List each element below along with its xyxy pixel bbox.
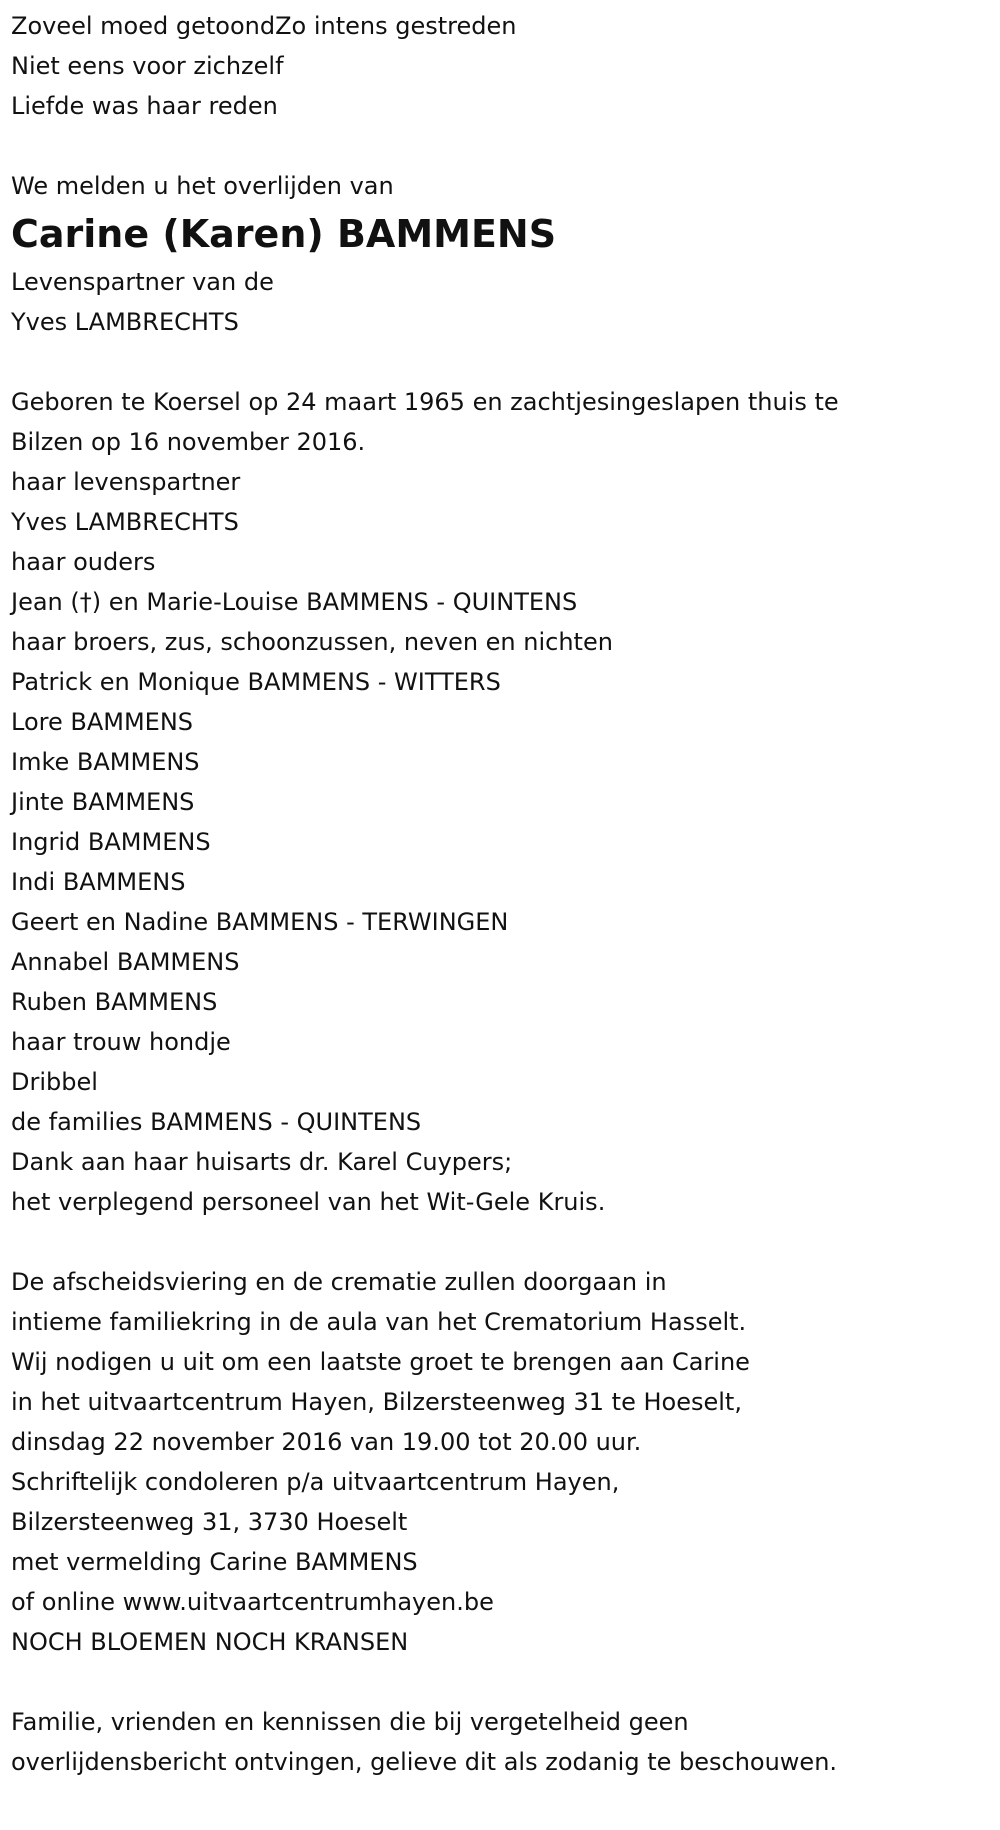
deceased-name: Carine (Karen) BAMMENS: [11, 212, 557, 256]
family-line: Jean (†) en Marie-Louise BAMMENS - QUINTENS: [11, 588, 578, 616]
spacer: [11, 342, 991, 382]
family-line: Annabel BAMMENS: [11, 948, 240, 976]
poem-line: Niet eens voor zichzelf: [11, 52, 284, 80]
poem-line: Liefde was haar reden: [11, 92, 278, 120]
family-line: Indi BAMMENS: [11, 868, 186, 896]
family-line: Lore BAMMENS: [11, 708, 194, 736]
partner-line: Yves LAMBRECHTS: [11, 308, 239, 336]
ceremony-line: dinsdag 22 november 2016 van 19.00 tot 20.00 uur.: [11, 1428, 642, 1456]
ceremony-line: met vermelding Carine BAMMENS: [11, 1548, 418, 1576]
poem-line: Zoveel moed getoondZo intens gestreden: [11, 12, 517, 40]
ceremony-line: of online www.uitvaartcentrumhayen.be: [11, 1588, 494, 1616]
ceremony-line: intieme familiekring in de aula van het Crematorium Hasselt.: [11, 1308, 747, 1336]
closing-line: overlijdensbericht ontvingen, gelieve dit als zodanig te beschouwen.: [11, 1748, 838, 1776]
family-line: Patrick en Monique BAMMENS - WITTERS: [11, 668, 501, 696]
ceremony-line: NOCH BLOEMEN NOCH KRANSEN: [11, 1628, 409, 1656]
family-line: Yves LAMBRECHTS: [11, 508, 239, 536]
ceremony-line: Wij nodigen u uit om een laatste groet te brengen aan Carine: [11, 1348, 750, 1376]
family-line: haar broers, zus, schoonzussen, neven en nichten: [11, 628, 613, 656]
family-line: Imke BAMMENS: [11, 748, 200, 776]
announcement: We melden u het overlijden van: [11, 172, 394, 200]
spacer: [11, 1662, 991, 1702]
family-line: Ruben BAMMENS: [11, 988, 218, 1016]
ceremony-line: in het uitvaartcentrum Hayen, Bilzersteenweg 31 te Hoeselt,: [11, 1388, 742, 1416]
family-line: haar levenspartner: [11, 468, 241, 496]
spacer: [11, 1222, 991, 1262]
partner-section: [11, 262, 991, 342]
family-section: [11, 462, 991, 1222]
poem: [11, 6, 991, 126]
closing-section: [11, 1702, 991, 1782]
family-line: Dank aan haar huisarts dr. Karel Cuypers;: [11, 1148, 513, 1176]
family-line: haar ouders: [11, 548, 156, 576]
family-line: het verplegend personeel van het Wit-Gele Kruis.: [11, 1188, 606, 1216]
birth-death-section: [11, 382, 991, 462]
closing-line: Familie, vrienden en kennissen die bij vergetelheid geen: [11, 1708, 689, 1736]
ceremony-line: De afscheidsviering en de crematie zullen doorgaan in: [11, 1268, 667, 1296]
ceremony-line: Schriftelijk condoleren p/a uitvaartcentrum Hayen,: [11, 1468, 620, 1496]
family-line: Jinte BAMMENS: [11, 788, 195, 816]
birth-line: Bilzen op 16 november 2016.: [11, 428, 366, 456]
family-line: Geert en Nadine BAMMENS - TERWINGEN: [11, 908, 509, 936]
partner-line: Levenspartner van de: [11, 268, 274, 296]
ceremony-section: [11, 1262, 991, 1662]
birth-line: Geboren te Koersel op 24 maart 1965 en zachtjesingeslapen thuis te: [11, 388, 839, 416]
family-line: de families BAMMENS - QUINTENS: [11, 1108, 422, 1136]
family-line: Ingrid BAMMENS: [11, 828, 211, 856]
family-line: haar trouw hondje: [11, 1028, 231, 1056]
ceremony-line: Bilzersteenweg 31, 3730 Hoeselt: [11, 1508, 408, 1536]
family-line: Dribbel: [11, 1068, 98, 1096]
obituary-notice: [11, 6, 991, 1782]
spacer: [11, 126, 991, 166]
